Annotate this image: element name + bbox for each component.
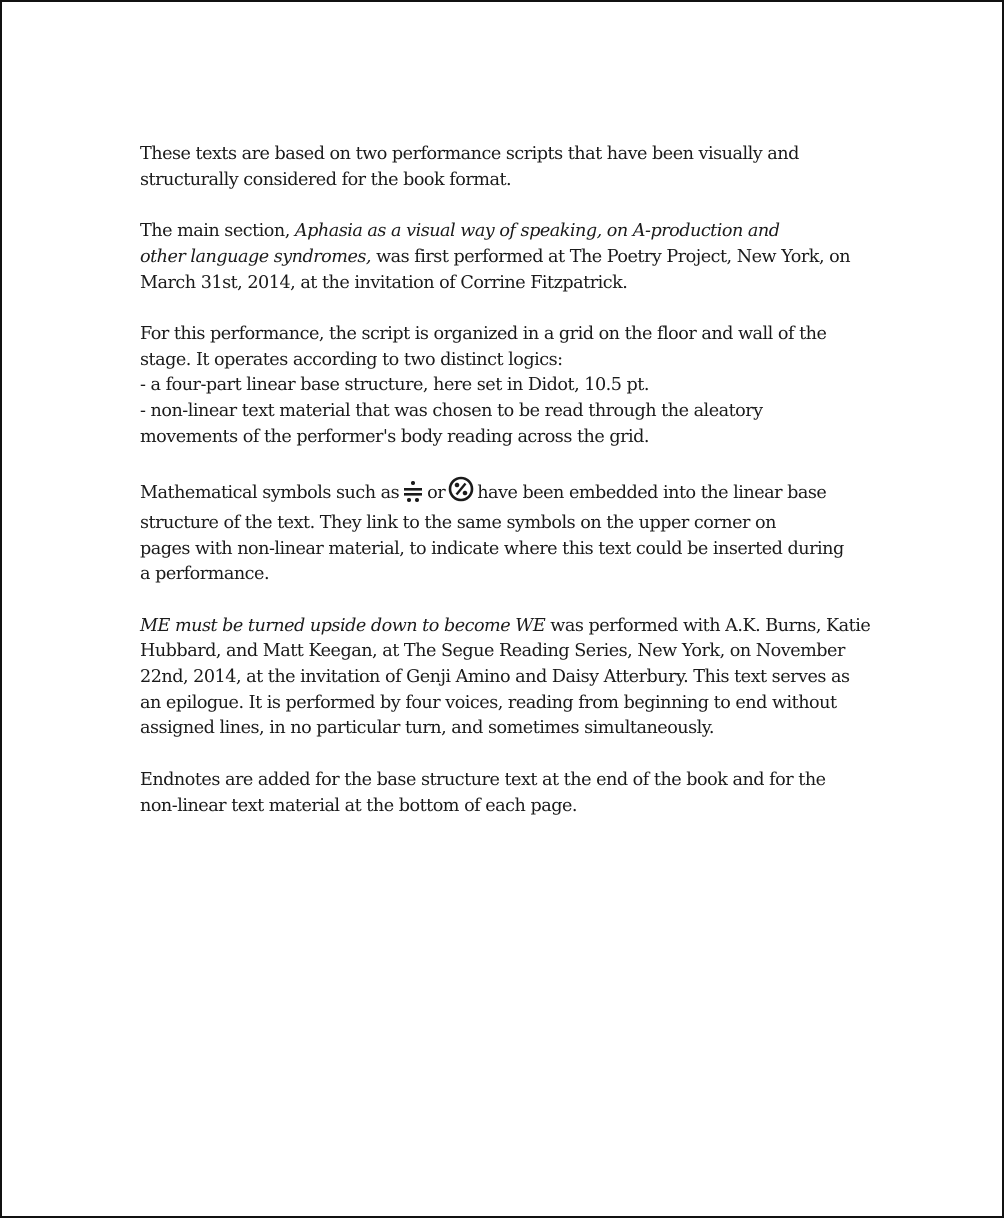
text-fragment: have been embedded into the linear base [477,483,827,504]
text-line [140,245,870,271]
text-line: movements of the performer's body reading across the grid. [140,426,650,447]
text-line [140,614,870,640]
circled-percent-icon [448,476,474,511]
dotted-equals-icon [402,480,424,511]
paragraph-endnotes [140,768,870,819]
text-fragment: The main section, [140,221,295,242]
text-fragment: Mathematical symbols such as [140,483,400,504]
text-line: - non-linear text material that was chosen to be read through the aleatory [140,401,763,421]
text-line: These texts are based on two performance scripts that have been visually and [140,144,799,164]
text-fragment: was performed with A.K. Burns, Katie [545,615,871,636]
text-line: assigned lines, in no particular turn, and sometimes simultaneously. [140,718,714,739]
text-line: stage. It operates according to two distinct logics: [140,349,563,370]
paragraph-performance [140,322,870,451]
text-line: an epilogue. It is performed by four voices, reading from beginning to end without [140,692,837,713]
title-italic: ME must be turned upside down to become WE [140,615,546,636]
text-line: 22nd, 2014, at the invitation of Genji Amino and Daisy Atterbury. This text serves as [140,667,850,687]
paragraph-symbols [140,476,870,588]
text-line: For this performance, the script is organized in a grid on the floor and wall of the [140,323,827,344]
text-line [140,476,870,511]
paragraph-main-section [140,219,870,296]
text-line: Hubbard, and Matt Keegan, at The Segue Reading Series, New York, on November [140,641,845,662]
text-line: - a four-part linear base structure, here set in Didot, 10.5 pt. [140,375,649,396]
text-line: non-linear text material at the bottom of each page. [140,795,577,816]
title-italic: other language syndromes, [140,246,371,267]
paragraph-intro [140,142,870,193]
text-fragment: or [427,483,446,504]
title-italic: Aphasia as a visual way of speaking, on A-production and [294,221,780,242]
text-line: structurally considered for the book format. [140,169,512,190]
paragraph-epilogue [140,614,870,743]
text-line [140,219,870,245]
text-fragment: was first performed at The Poetry Project, New York, on [371,246,851,267]
text-line: structure of the text. They link to the same symbols on the upper corner on [140,512,776,533]
text-line: Endnotes are added for the base structure text at the end of the book and for the [140,769,826,790]
text-line: a performance. [140,564,270,585]
document-body [140,142,870,845]
text-line: pages with non-linear material, to indicate where this text could be inserted during [140,538,844,559]
text-line: March 31st, 2014, at the invitation of Corrine Fitzpatrick. [140,272,628,293]
